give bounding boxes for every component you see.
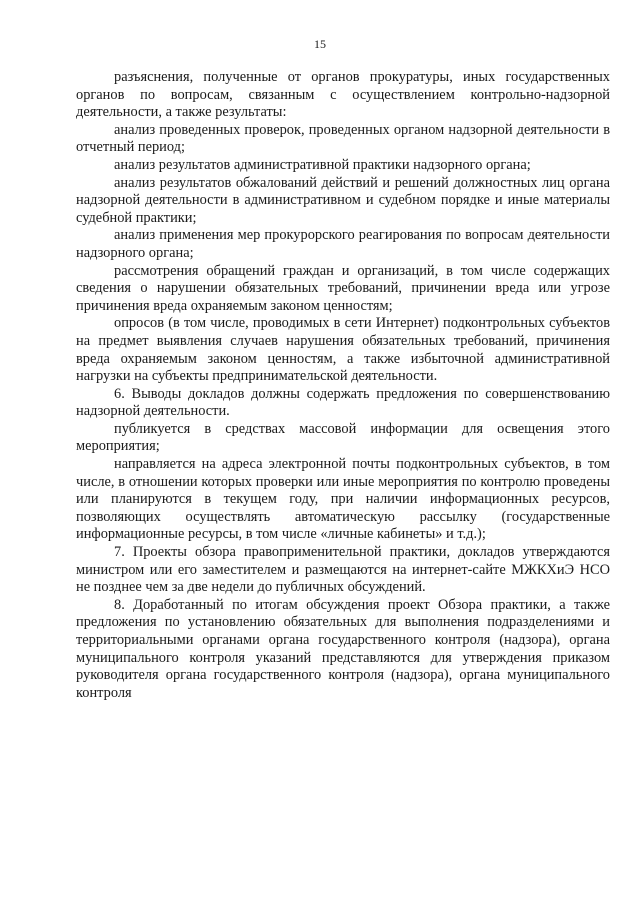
paragraph: 8. Доработанный по итогам обсуждения проект Обзора практики, а также предложения по установлению обязательных для выполнения подразделениями и территориальными органами органа государственного контроля (надзора), органа муниципального контроля указаний представляются для утверждения приказом руководителя органа государственного контроля (надзора), органа муниципального контроля [76, 596, 610, 701]
paragraph: анализ применения мер прокурорского реагирования по вопросам деятельности надзорного органа; [76, 227, 610, 261]
paragraph: публикуется в средствах массовой информации для освещения этого мероприятия; [76, 420, 610, 455]
paragraph: анализ результатов административной практики надзорного органа; [114, 156, 531, 173]
paragraph: 6. Выводы докладов должны содержать предложения по совершенствованию надзорной деятельности. [76, 385, 610, 420]
document-body [76, 69, 610, 702]
paragraph: рассмотрения обращений граждан и организаций, в том числе содержащих сведения о нарушении обязательных требований, причинении вреда или угрозе причинения вреда охраняемым законом ценностям; [76, 262, 610, 314]
page-number: 15 [314, 37, 326, 51]
paragraph: разъяснения, полученные от органов прокуратуры, иных государственных органов по вопросам, связанным с осуществлением контрольно-надзорной деятельности, а также результаты: [76, 69, 610, 121]
paragraph: опросов (в том числе, проводимых в сети Интернет) подконтрольных субъектов на предмет выявления случаев нарушения обязательных требований, причинения вреда охраняемым законом ценностям, а также избыточной административной нагрузки на субъекты предпринимательской деятельности. [76, 315, 610, 385]
paragraph: анализ результатов обжалований действий и решений должностных лиц органа надзорной деятельности в административном и судебном порядке и иные материалы судебной практики; [76, 174, 610, 226]
paragraph: анализ проведенных проверок, проведенных органом надзорной деятельности в отчетный период; [76, 121, 610, 156]
paragraph: 7. Проекты обзора правоприменительной практики, докладов утверждаются министром или его заместителем и размещаются на интернет-сайте МЖКХиЭ НСО не позднее чем за две недели до публичных обсуждений. [76, 544, 610, 596]
paragraph: направляется на адреса электронной почты подконтрольных субъектов, в том числе, в отношении которых проверки или иные мероприятия по контролю проведены или планируются в текущем году, при наличии информационных ресурсов, позволяющих осуществлять автоматическую рассылку (государственные информационные ресурсы, в том числе «личные кабинеты» и т.д.); [76, 456, 610, 543]
